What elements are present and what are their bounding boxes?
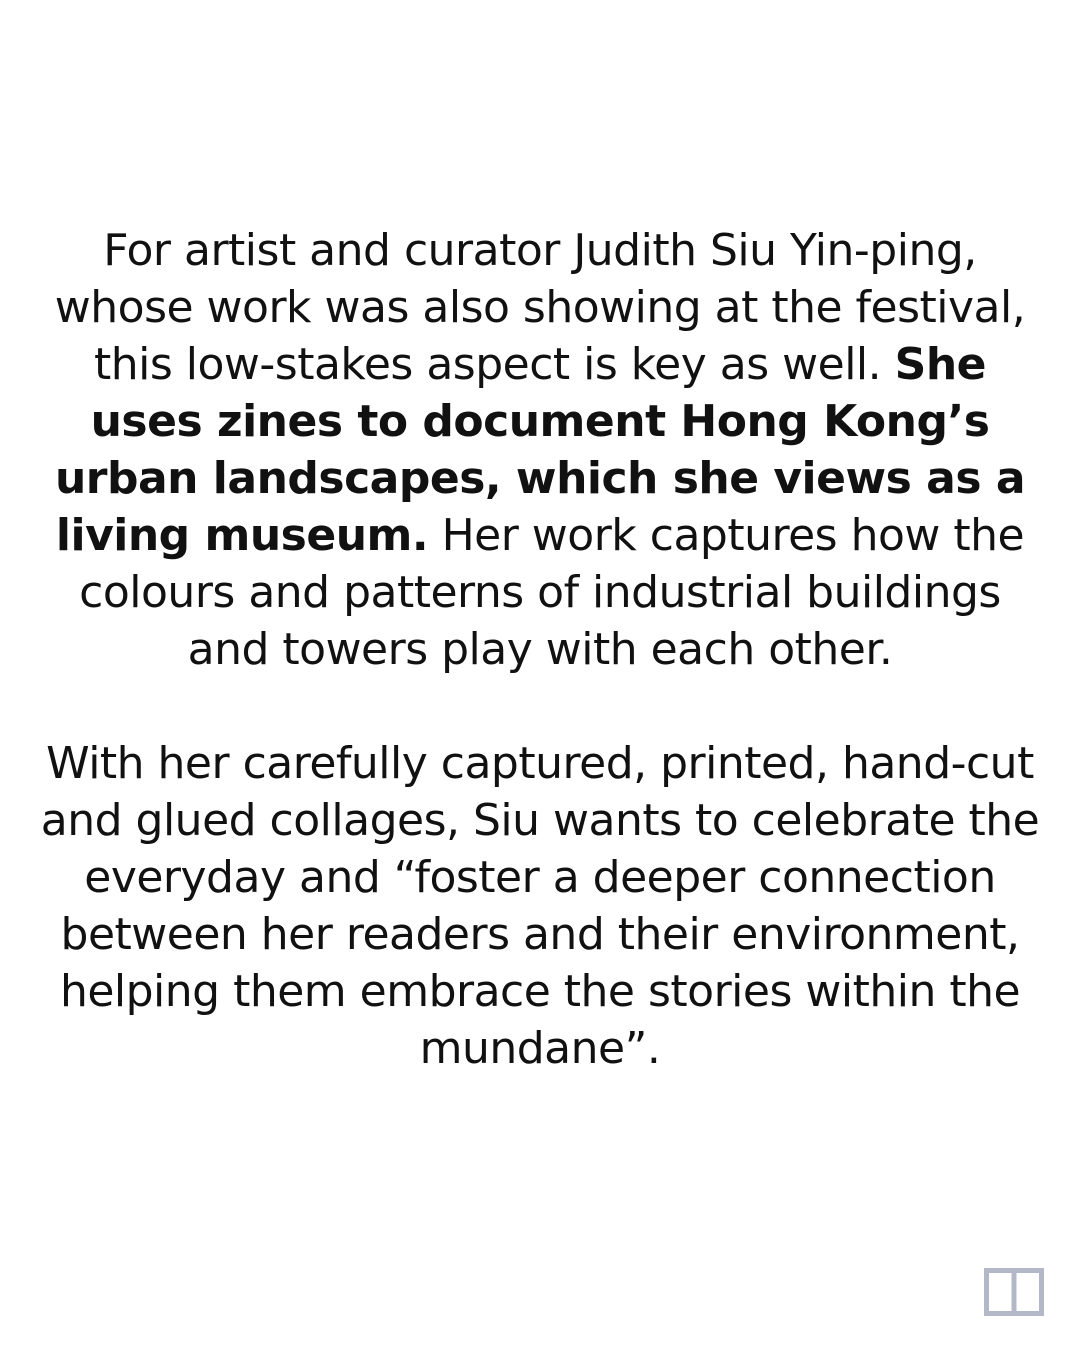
paragraph-1 (40, 222, 1040, 678)
open-book-logo-icon (984, 1268, 1044, 1316)
paragraph-1-highlight: She uses zines to document Hong Kong’s urban landscapes, which she views as a living museum. (54, 339, 1026, 561)
paragraph-1-intro: For artist and curator Judith Siu Yin-ping, whose work was also showing at the festival, this low-stakes aspect is key as well. (54, 225, 1026, 390)
paragraph-2: With her carefully captured, printed, hand-cut and glued collages, Siu wants to celebrate the everyday and “foster a deeper connection between her readers and their environment, helping them embrace the stories within the mundane”. (40, 738, 1040, 1074)
paragraph-1-outro: Her work captures how the colours and patterns of industrial buildings and towers play with each other. (79, 510, 1025, 675)
article-body (40, 222, 1040, 1077)
